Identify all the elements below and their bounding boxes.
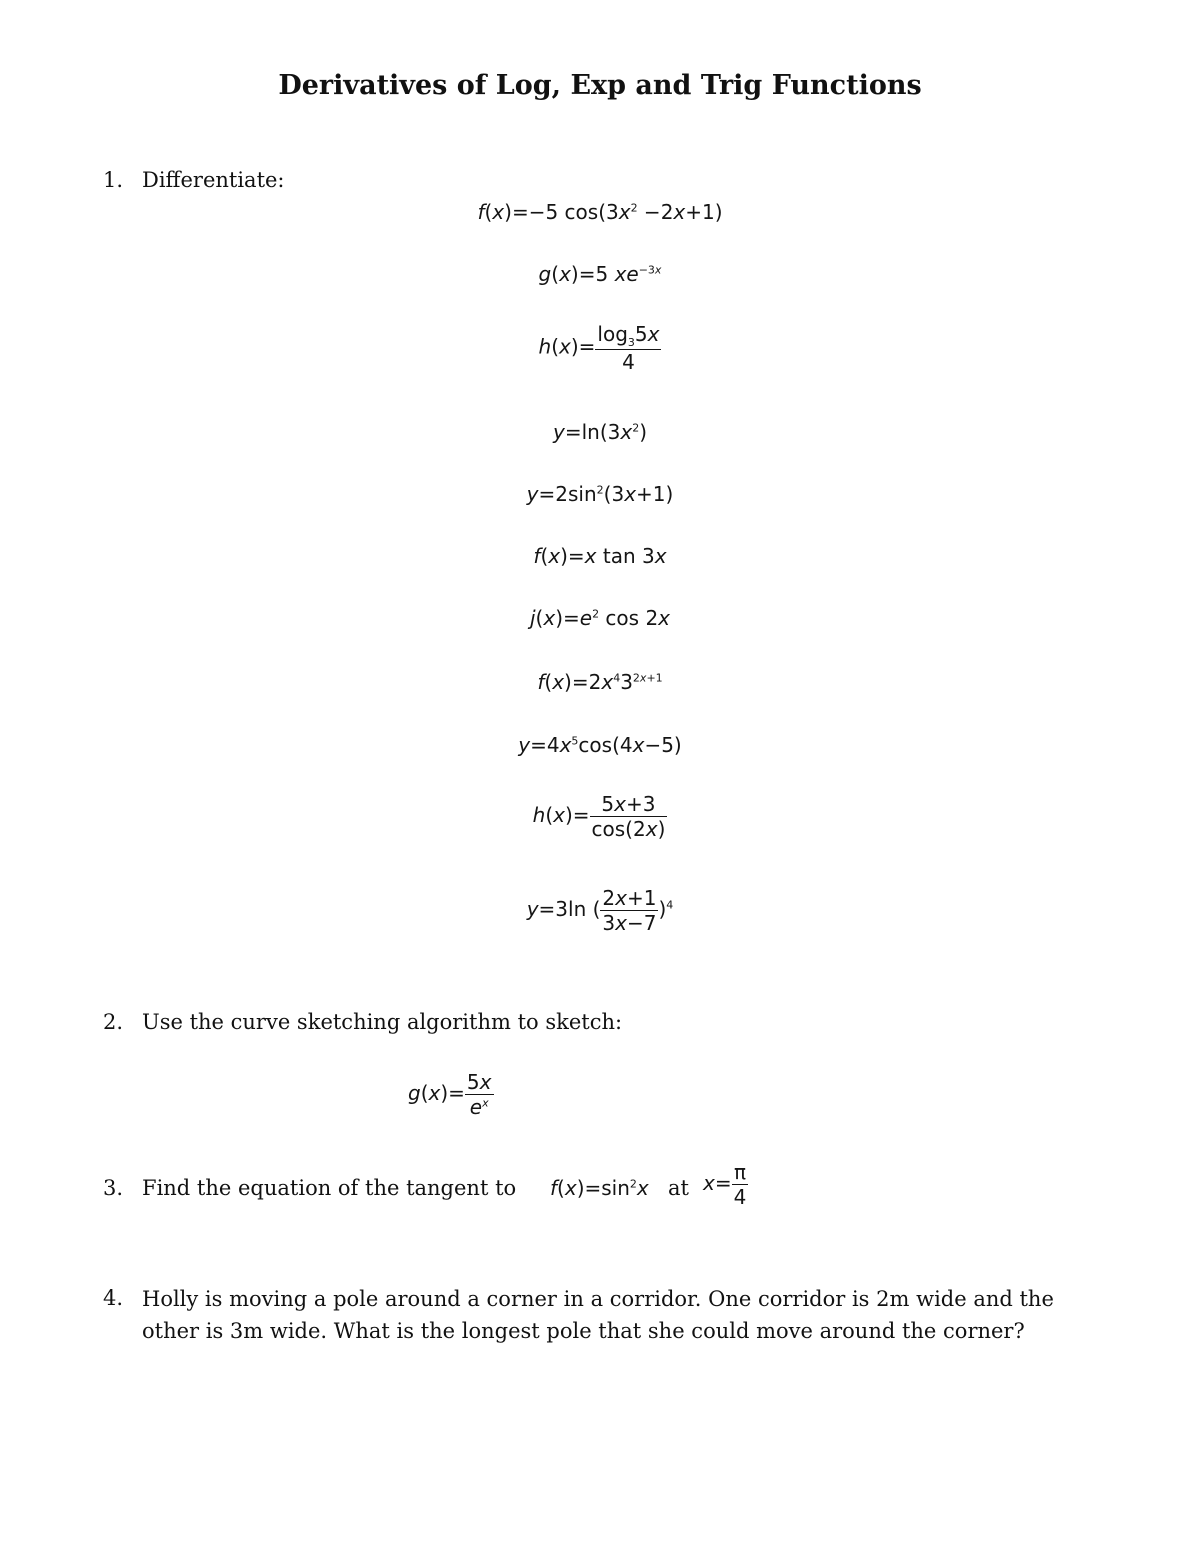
question-3-at-word: at <box>668 1176 689 1200</box>
equation-1: f(x)=−5 $\cos(3x^2 -2x+1)$ <box>477 200 723 224</box>
equation-8: $f(x)=2x^43^{2x+1}$ <box>537 670 663 694</box>
equation-4: $y=\ln(3x^2)$ <box>552 420 648 444</box>
question-3-number: 3. <box>103 1176 124 1200</box>
question-1-number: 1. <box>103 168 124 192</box>
question-3-text: Find the equation of the tangent to <box>142 1176 517 1200</box>
equation-9: $y=4x^5\cos(4x-5)$ <box>518 733 682 757</box>
equation-11: y=3ln ( $\frac{2x+1}{3x-7}$ )$^4$ <box>526 886 674 935</box>
question-4-text: Holly is moving a pole around a corner in a corridor. One corridor is 2m wide and the other is 3m wide. What is the longest pole that she could move around the corner? <box>142 1287 1054 1343</box>
tangent-point: x= $\frac{\pi}{4}$ <box>703 1160 747 1209</box>
equation-2: g(x)=5 $xe^{-3x}$ <box>538 262 662 286</box>
equation-curve-sketch: g(x)= $\frac{5x}{e^x}$ <box>408 1070 492 1119</box>
question-4-number: 4. <box>103 1286 124 1310</box>
equation-7: $j(x)=e^2$ cos 2x <box>529 606 671 630</box>
question-1-text: Differentiate: <box>142 168 285 192</box>
equation-6: f(x)=x tan 3x <box>533 544 667 568</box>
page-title: Derivatives of Log, Exp and Trig Functions <box>278 70 922 101</box>
question-2-number: 2. <box>103 1010 124 1034</box>
equation-3: h(x)= $\frac{\log_35x}{4}$ <box>538 322 660 375</box>
tangent-function: $f(x)=\sin^2x$ <box>550 1176 649 1200</box>
equation-5: $y=2\sin^2(3x+1)$ <box>526 482 674 506</box>
equation-10: h(x)= $\frac{5x+3}{\cos(2x)}$ <box>532 792 666 841</box>
question-2-text: Use the curve sketching algorithm to sketch: <box>142 1010 623 1034</box>
